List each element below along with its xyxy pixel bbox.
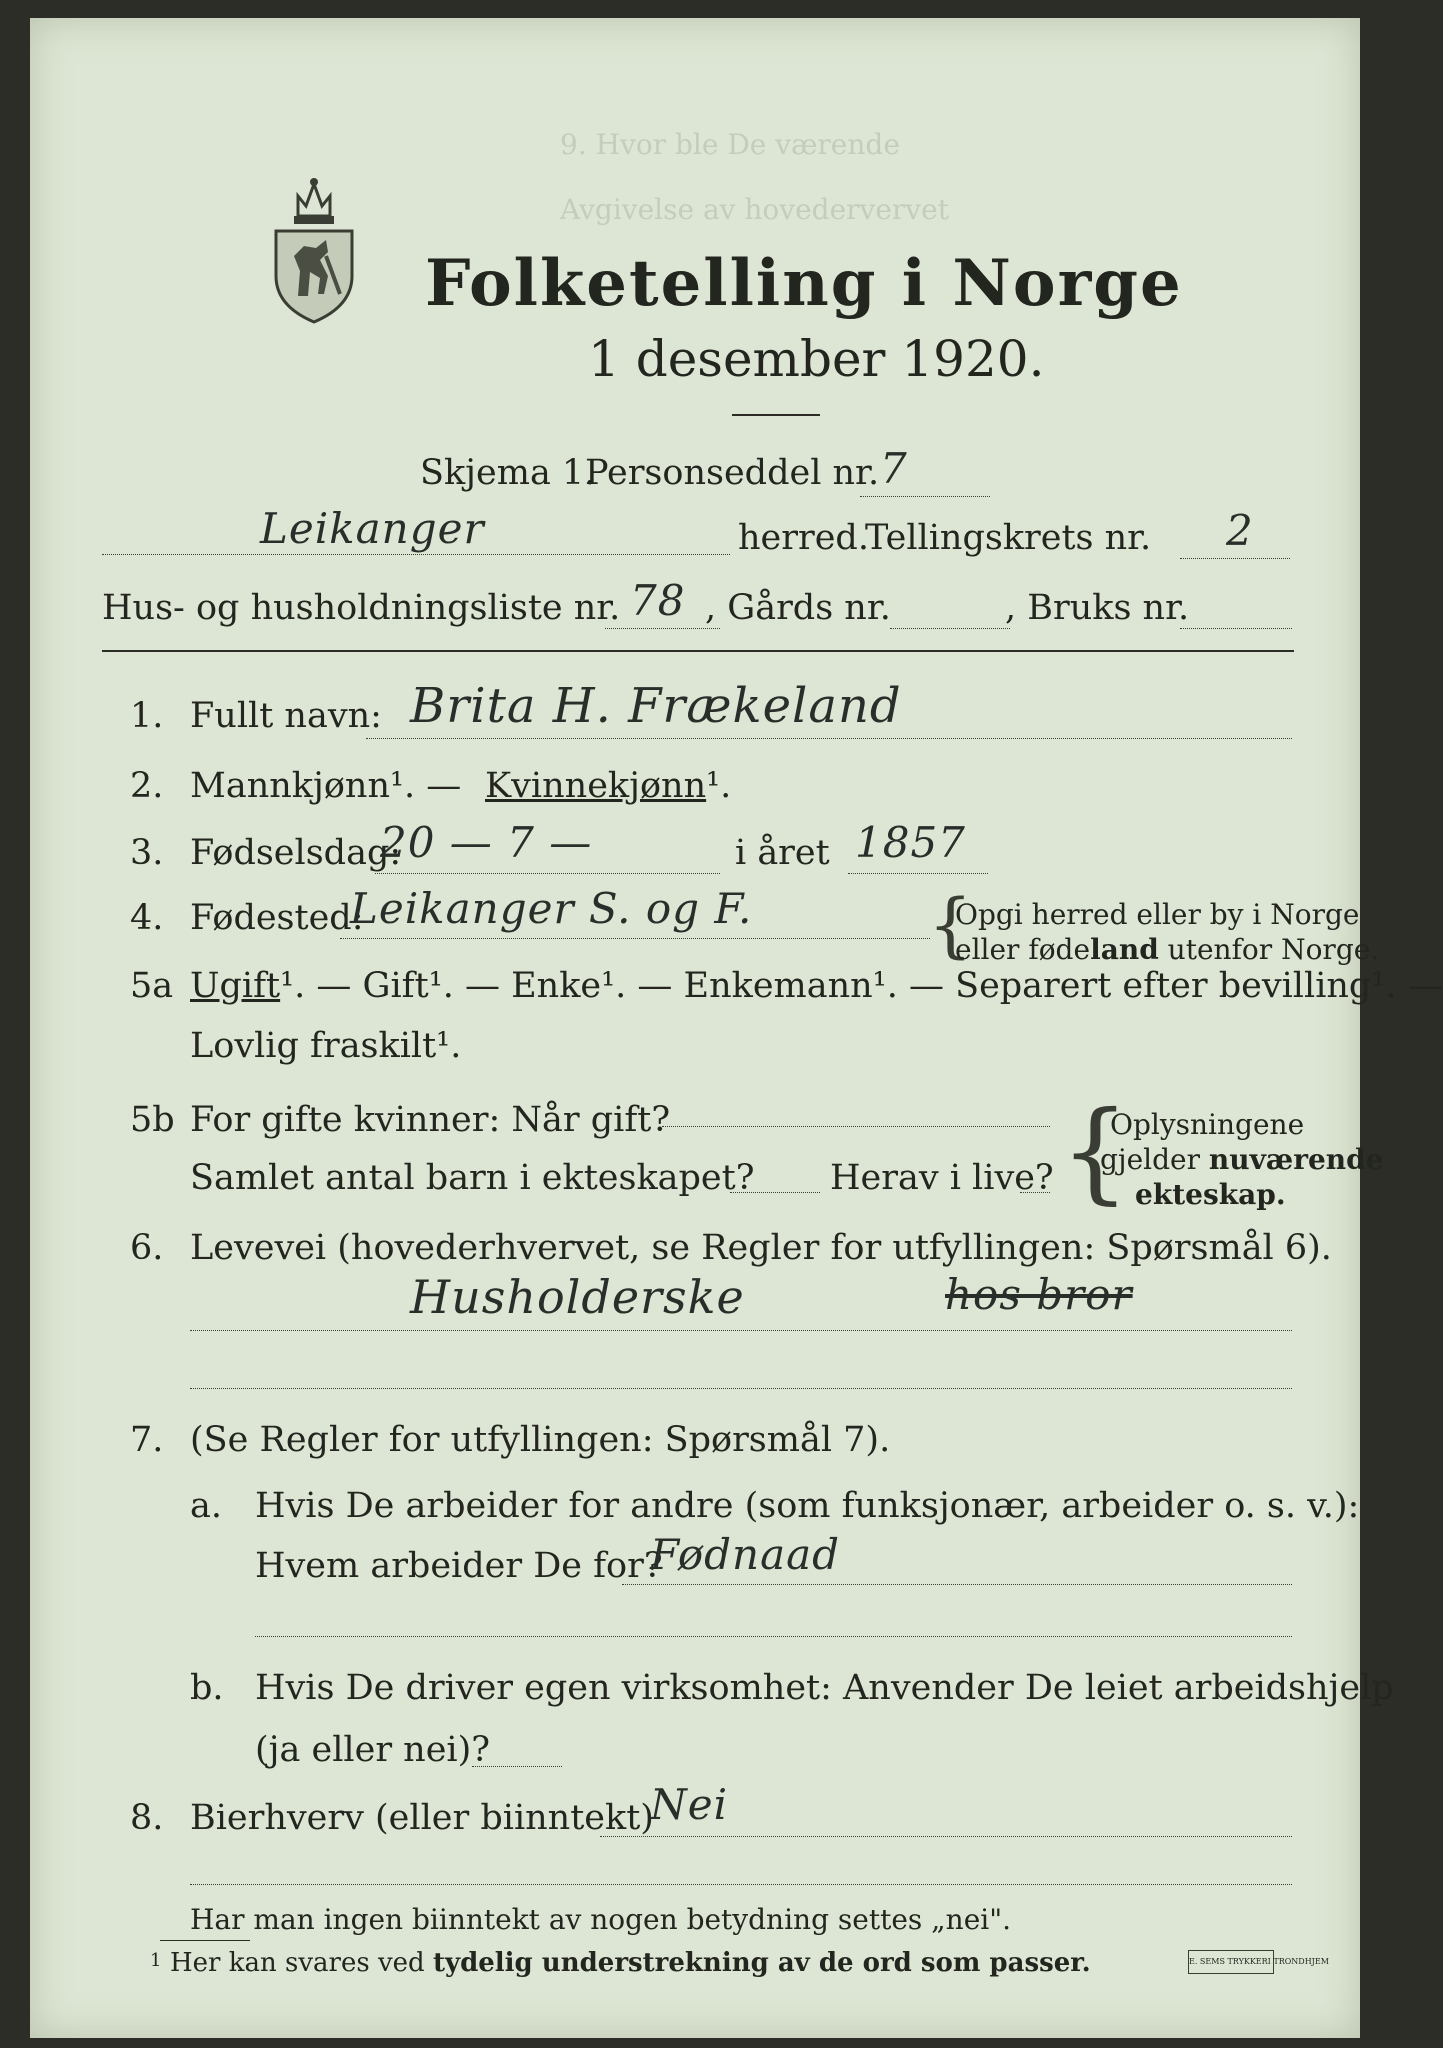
q4-label: Fødested:	[190, 898, 364, 938]
q5b-note-line1: Oplysningene	[1110, 1108, 1305, 1141]
q6-struck-text: hos bror	[945, 1270, 1133, 1319]
q2-mannkjonn: Mannkjønn¹. —	[190, 766, 462, 806]
q4-note-line2	[955, 933, 1379, 966]
q1-name-value: Brita H. Frækeland	[410, 678, 902, 734]
q8-label: Bierhverv (eller biinntekt)	[190, 1798, 654, 1838]
norwegian-coat-of-arms-icon	[268, 176, 360, 326]
q7-label: (Se Regler for utfyllingen: Spørsmål 7).	[190, 1420, 891, 1460]
bleed-through-text: 9. Hvor ble De værende	[560, 128, 900, 161]
q5b-barn-field-line	[730, 1192, 820, 1193]
title-divider	[732, 414, 820, 416]
q7a-employer-value: Fødnaad	[650, 1530, 841, 1579]
q4-note-brace: {	[928, 884, 973, 966]
q3-birthday-value: 20 — 7 —	[380, 818, 593, 867]
q8-value: Nei	[650, 1780, 729, 1829]
q3-aaret-value: 1857	[855, 818, 966, 867]
q5b-number: 5b	[130, 1100, 175, 1140]
gards-label: , Gårds nr.	[705, 588, 891, 628]
hus-value: 78	[630, 576, 686, 625]
herred-value: Leikanger	[260, 504, 485, 553]
q4-number: 4.	[130, 898, 164, 938]
personseddel-field-line	[860, 496, 990, 497]
q7a-field-line-2	[255, 1636, 1292, 1637]
tellingskrets-value: 2	[1226, 506, 1254, 555]
q7a-number: a.	[190, 1486, 222, 1526]
q4-note-part-bold: land	[1090, 933, 1159, 966]
footnote-text	[170, 1948, 1091, 1978]
q4-note-part-a: eller føde	[955, 933, 1091, 966]
schema-label: Skjema 1.	[420, 453, 596, 493]
q1-label: Fullt navn:	[190, 696, 382, 736]
q7-number: 7.	[130, 1420, 164, 1460]
q2-number: 2.	[130, 766, 164, 806]
q5b-live-field-line	[1020, 1192, 1050, 1193]
personseddel-label: Personseddel nr.	[585, 453, 880, 493]
q1-number: 1.	[130, 696, 164, 736]
footnote-divider	[160, 1940, 250, 1941]
q4-note-line1: Opgi herred eller by i Norge	[955, 898, 1360, 931]
q5b-note-brace: {	[1060, 1087, 1130, 1215]
bleed-through-text: Avgivelse av hovedervervet	[560, 193, 949, 226]
header-divider	[102, 650, 1294, 652]
q7b-label-line2: (ja eller nei)?	[255, 1730, 491, 1770]
bruks-label: , Bruks nr.	[1005, 588, 1190, 628]
q2-kvinnekjonn	[485, 766, 731, 806]
q3-field-line	[375, 873, 720, 874]
printer-stamp: E. SEMS TRYKKERI TRONDHJEM	[1188, 1950, 1274, 1974]
q6-field-line-2	[190, 1388, 1292, 1389]
q5b-note-part-bold: nuværende	[1208, 1143, 1384, 1176]
personseddel-value: 7	[880, 444, 908, 493]
q7a-label-line1: Hvis De arbeider for andre (som funksjonær, arbeider o. s. v.):	[255, 1486, 1360, 1526]
gards-field-line	[890, 628, 1010, 629]
q8-field-line-1	[600, 1836, 1292, 1837]
q3-label: Fødselsdag:	[190, 833, 402, 873]
bruks-field-line	[1180, 628, 1292, 629]
tellingskrets-field-line	[1180, 558, 1290, 559]
q5a-number: 5a	[130, 966, 174, 1006]
q2-kvinnekjonn-underlined: Kvinnekjønn	[485, 766, 707, 806]
q5b-note-part-a: gjelder	[1100, 1143, 1209, 1176]
footnote-mark: 1	[150, 1950, 162, 1971]
q7b-field-line	[472, 1766, 562, 1767]
q5a-ugift-underlined: Ugift	[190, 966, 281, 1006]
q5b-note-line3: ekteskap.	[1135, 1178, 1286, 1211]
q8-field-line-2	[190, 1884, 1292, 1885]
q6-number: 6.	[130, 1228, 164, 1268]
q7b-label-line1: Hvis De driver egen virksomhet: Anvender De leiet arbeidshjelp	[255, 1668, 1394, 1708]
footnote-part-bold: tydelig understrekning av de ord som passer.	[432, 1948, 1091, 1978]
q7b-number: b.	[190, 1668, 224, 1708]
herred-field-line	[102, 554, 730, 555]
q3-aaret-label: i året	[735, 833, 830, 873]
q5b-note-line2	[1100, 1143, 1384, 1176]
q3-aaret-field-line	[848, 873, 988, 874]
q8-number: 8.	[130, 1798, 164, 1838]
census-form-sheet	[30, 18, 1443, 2038]
q4-birthplace-value: Leikanger S. og F.	[350, 884, 753, 933]
q2-footnote-sup: ¹.	[706, 766, 732, 806]
herred-label: herred.	[738, 518, 869, 558]
biinntekt-note: Har man ingen biinntekt av nogen betydning settes „nei".	[190, 1903, 1012, 1936]
form-date: 1 desember 1920.	[588, 330, 1045, 388]
q5b-gift-field-line	[662, 1126, 1050, 1127]
hus-field-line	[605, 628, 720, 629]
tellingskrets-label: Tellingskrets nr.	[865, 518, 1152, 558]
q5a-line2: Lovlig fraskilt¹.	[190, 1026, 462, 1066]
q5b-label-gift: For gifte kvinner: Når gift?	[190, 1100, 671, 1140]
q4-note-part-c: utenfor Norge.	[1158, 933, 1380, 966]
q4-field-line	[340, 938, 930, 939]
q6-label: Levevei (hovederhvervet, se Regler for utfyllingen: Spørsmål 6).	[190, 1228, 1332, 1268]
q5b-label-live: Herav i live?	[830, 1158, 1054, 1198]
q5a-options	[190, 966, 1443, 1006]
form-title: Folketelling i Norge	[425, 246, 1183, 321]
q6-occupation-value: Husholderske	[410, 1270, 745, 1324]
q7a-field-line-1	[622, 1584, 1292, 1585]
q3-number: 3.	[130, 833, 164, 873]
q5a-other-options: ¹. — Gift¹. — Enke¹. — Enkemann¹. — Separert efter bevilling¹. —	[280, 966, 1443, 1006]
q1-field-line	[366, 738, 1292, 739]
hus-label: Hus- og husholdningsliste nr.	[102, 588, 621, 628]
footnote-part-a: Her kan svares ved	[170, 1948, 433, 1978]
q5b-label-barn: Samlet antal barn i ekteskapet?	[190, 1158, 755, 1198]
q7a-label-line2: Hvem arbeider De for?	[255, 1546, 663, 1586]
q6-field-line-1	[190, 1330, 1292, 1331]
